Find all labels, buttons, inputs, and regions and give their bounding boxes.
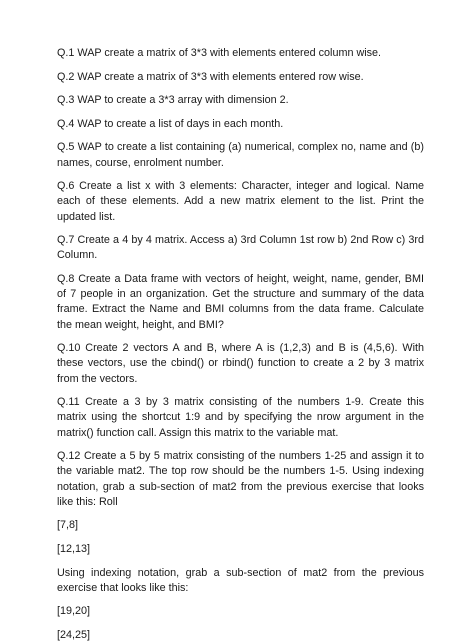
followup-instruction: Using indexing notation, grab a sub-section of mat2 from the previous exercise that looks like this:	[57, 566, 424, 594]
snippet-19-20: [19,20]	[57, 605, 91, 618]
snippet-7-8: [7,8]	[57, 519, 79, 532]
question-10: Q.10 Create 2 vectors A and B, where A is (1,2,3) and B is (4,5,6). With these vectors, use the cbind() or rbind() function to create a 2 by 3 matrix from the vectors.	[57, 342, 424, 385]
question-11: Q.11 Create a 3 by 3 matrix consisting of the numbers 1-9. Create this matrix using the shortcut 1:9 and by specifying the nrow argument in the matrix() function call. Assign this matrix to the variable mat.	[57, 396, 424, 439]
question-2: Q.2 WAP create a matrix of 3*3 with elements entered row wise.	[57, 70, 364, 83]
snippet-12-13: [12,13]	[57, 542, 91, 555]
question-7: Q.7 Create a 4 by 4 matrix. Access a) 3rd Column 1st row b) 2nd Row c) 3rd Column.	[57, 234, 424, 262]
question-8: Q.8 Create a Data frame with vectors of height, weight, name, gender, BMI of 7 people in an organization. Get the structure and summary of the data frame. Extract the Name and BMI columns from the data frame. Calculate the mean weight, height, and BMI?	[57, 272, 424, 331]
question-3: Q.3 WAP to create a 3*3 array with dimension 2.	[57, 94, 289, 107]
question-5: Q.5 WAP to create a list containing (a) numerical, complex no, name and (b) names, course, enrolment number.	[57, 141, 424, 169]
question-1: Q.1 WAP create a matrix of 3*3 with elements entered column wise.	[57, 47, 382, 59]
question-6: Q.6 Create a list x with 3 elements: Character, integer and logical. Name each of these elements. Add a new matrix element to the list. Print the updated list.	[57, 180, 424, 223]
snippet-24-25: [24,25]	[57, 628, 91, 641]
question-12: Q.12 Create a 5 by 5 matrix consisting of the numbers 1-25 and assign it to the variable mat2. The top row should be the numbers 1-5. Using indexing notation, grab a sub-section of mat2 from the previous exercise that looks like this: Roll	[57, 450, 424, 508]
question-4: Q.4 WAP to create a list of days in each month.	[57, 117, 284, 130]
